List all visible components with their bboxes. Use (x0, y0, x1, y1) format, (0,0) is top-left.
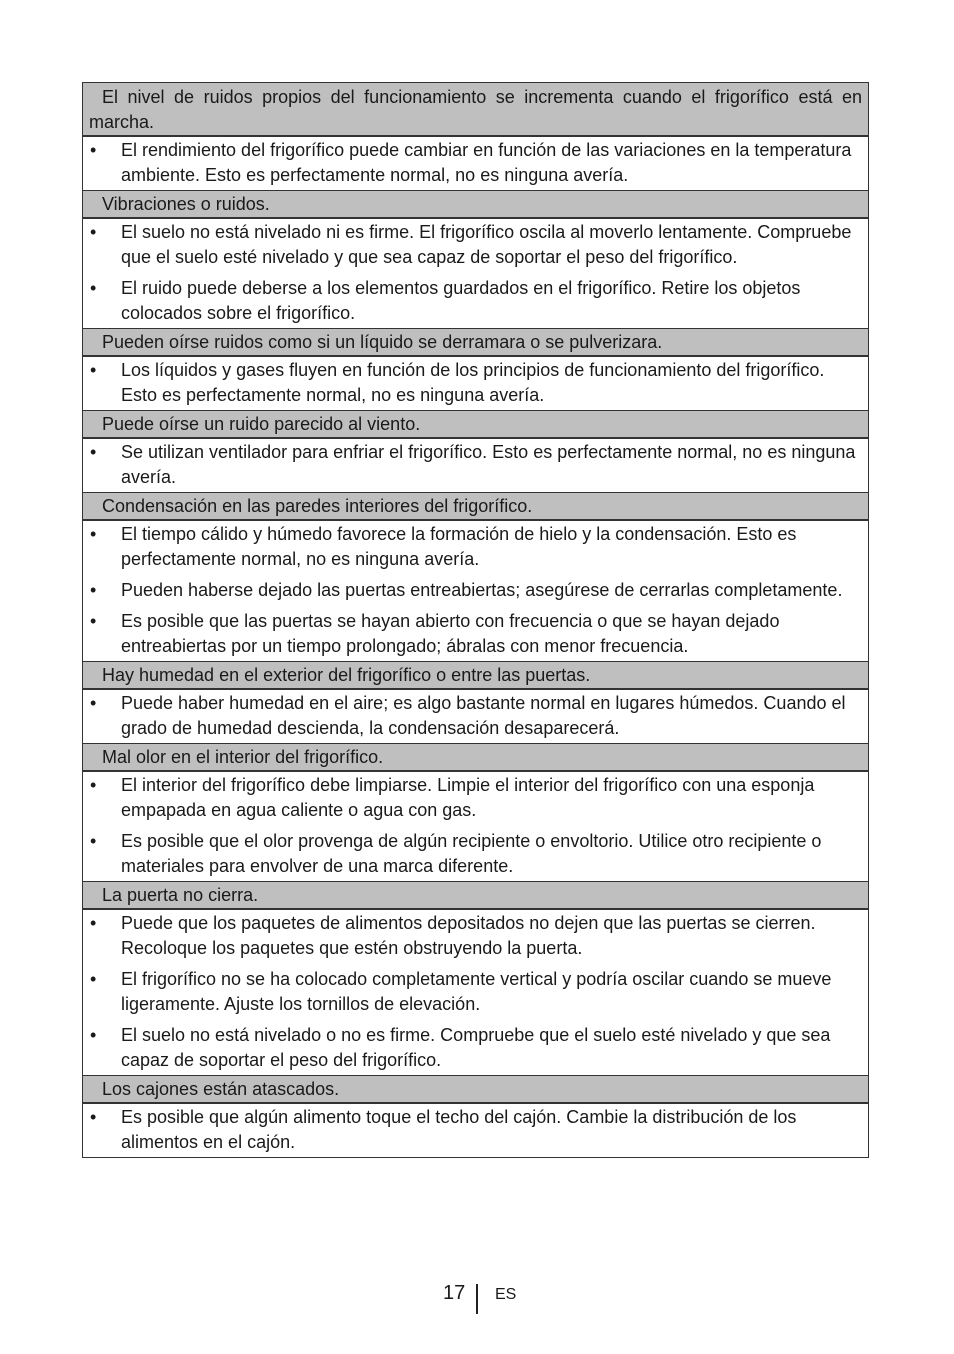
solution-list (83, 690, 868, 744)
solution-item (83, 578, 862, 603)
language-code: ES (495, 1286, 517, 1303)
bullet-icon: • (90, 524, 97, 544)
solution-list (83, 1104, 868, 1157)
problem-header: Puede oírse un ruido parecido al viento. (83, 411, 868, 439)
solution-text: El frigorífico no se ha colocado completamente vertical y podría oscilar cuando se mueve ligeramente. Ajuste los tornillos de elevación. (121, 969, 832, 1014)
solution-item (83, 138, 862, 188)
bullet-icon: • (90, 222, 97, 242)
solution-list (83, 772, 868, 882)
solution-item (83, 358, 862, 408)
solution-text: El rendimiento del frigorífico puede cambiar en función de las variaciones en la temperatura ambiente. Esto es perfectamente normal, no es ninguna avería. (121, 140, 852, 185)
bullet-icon: • (90, 1025, 97, 1045)
solution-text: El interior del frigorífico debe limpiarse. Limpie el interior del frigorífico con una esponja empapada en agua caliente o agua con gas. (121, 775, 815, 820)
solution-item (83, 773, 862, 823)
problem-header: Vibraciones o ruidos. (83, 191, 868, 219)
bullet-icon: • (90, 580, 97, 600)
solution-text: El tiempo cálido y húmedo favorece la formación de hielo y la condensación. Esto es perfectamente normal, no es ninguna avería. (121, 524, 797, 569)
solution-list (83, 521, 868, 662)
problem-header: La puerta no cierra. (83, 882, 868, 910)
bullet-icon: • (90, 969, 97, 989)
solution-item (83, 691, 862, 741)
problem-header: Hay humedad en el exterior del frigorífico o entre las puertas. (83, 662, 868, 690)
solution-text: Se utilizan ventilador para enfriar el frigorífico. Esto es perfectamente normal, no es ninguna avería. (121, 442, 856, 487)
bullet-icon: • (90, 140, 97, 160)
solution-item (83, 276, 862, 326)
troubleshooting-page (82, 82, 869, 1158)
solution-text: Es posible que las puertas se hayan abierto con frecuencia o que se hayan dejado entreabiertas por un tiempo prolongado; ábralas con menor frecuencia. (121, 611, 780, 656)
bullet-icon: • (90, 1107, 97, 1127)
bullet-icon: • (90, 442, 97, 462)
problem-header: El nivel de ruidos propios del funcionamiento se incrementa cuando el frigorífico está en marcha. (83, 83, 868, 137)
solution-text: Es posible que el olor provenga de algún recipiente o envoltorio. Utilice otro recipiente o materiales para envolver de una marca diferente. (121, 831, 822, 876)
solution-item (83, 609, 862, 659)
solution-item (83, 1105, 862, 1155)
solution-item (83, 911, 862, 961)
solution-text: Pueden haberse dejado las puertas entreabiertas; asegúrese de cerrarlas completamente. (121, 580, 843, 600)
troubleshooting-table (82, 82, 869, 1158)
page-number: 17 (443, 1282, 466, 1304)
bullet-icon: • (90, 693, 97, 713)
bullet-icon: • (90, 360, 97, 380)
solution-item (83, 220, 862, 270)
solution-list (83, 357, 868, 411)
solution-text: Es posible que algún alimento toque el techo del cajón. Cambie la distribución de los alimentos en el cajón. (121, 1107, 797, 1152)
problem-header: Mal olor en el interior del frigorífico. (83, 744, 868, 772)
solution-item (83, 1023, 862, 1073)
solution-item (83, 522, 862, 572)
solution-item (83, 967, 862, 1017)
bullet-icon: • (90, 278, 97, 298)
solution-list (83, 137, 868, 191)
solution-list (83, 910, 868, 1076)
solution-text: Los líquidos y gases fluyen en función de los principios de funcionamiento del frigorífico. Esto es perfectamente normal, no es ninguna avería. (121, 360, 825, 405)
solution-text: El suelo no está nivelado o no es firme. Compruebe que el suelo esté nivelado y que sea capaz de soportar el peso del frigorífico. (121, 1025, 831, 1070)
problem-header: Condensación en las paredes interiores del frigorífico. (83, 493, 868, 521)
page-footer (0, 1280, 954, 1316)
solution-text: Puede que los paquetes de alimentos depositados no dejen que las puertas se cierren. Recoloque los paquetes que estén obstruyendo la puerta. (121, 913, 816, 958)
bullet-icon: • (90, 831, 97, 851)
solution-text: El suelo no está nivelado ni es firme. El frigorífico oscila al moverlo lentamente. Compruebe que el suelo esté nivelado y que sea capaz de soportar el peso del frigorífico. (121, 222, 852, 267)
bullet-icon: • (90, 611, 97, 631)
bullet-icon: • (90, 913, 97, 933)
footer-divider (476, 1284, 478, 1314)
problem-header: Los cajones están atascados. (83, 1076, 868, 1104)
solution-list (83, 219, 868, 329)
solution-item (83, 440, 862, 490)
problem-header: Pueden oírse ruidos como si un líquido se derramara o se pulverizara. (83, 329, 868, 357)
bullet-icon: • (90, 775, 97, 795)
solution-list (83, 439, 868, 493)
solution-text: El ruido puede deberse a los elementos guardados en el frigorífico. Retire los objetos colocados sobre el frigorífico. (121, 278, 801, 323)
solution-item (83, 829, 862, 879)
solution-text: Puede haber humedad en el aire; es algo bastante normal en lugares húmedos. Cuando el grado de humedad descienda, la condensación desaparecerá. (121, 693, 846, 738)
